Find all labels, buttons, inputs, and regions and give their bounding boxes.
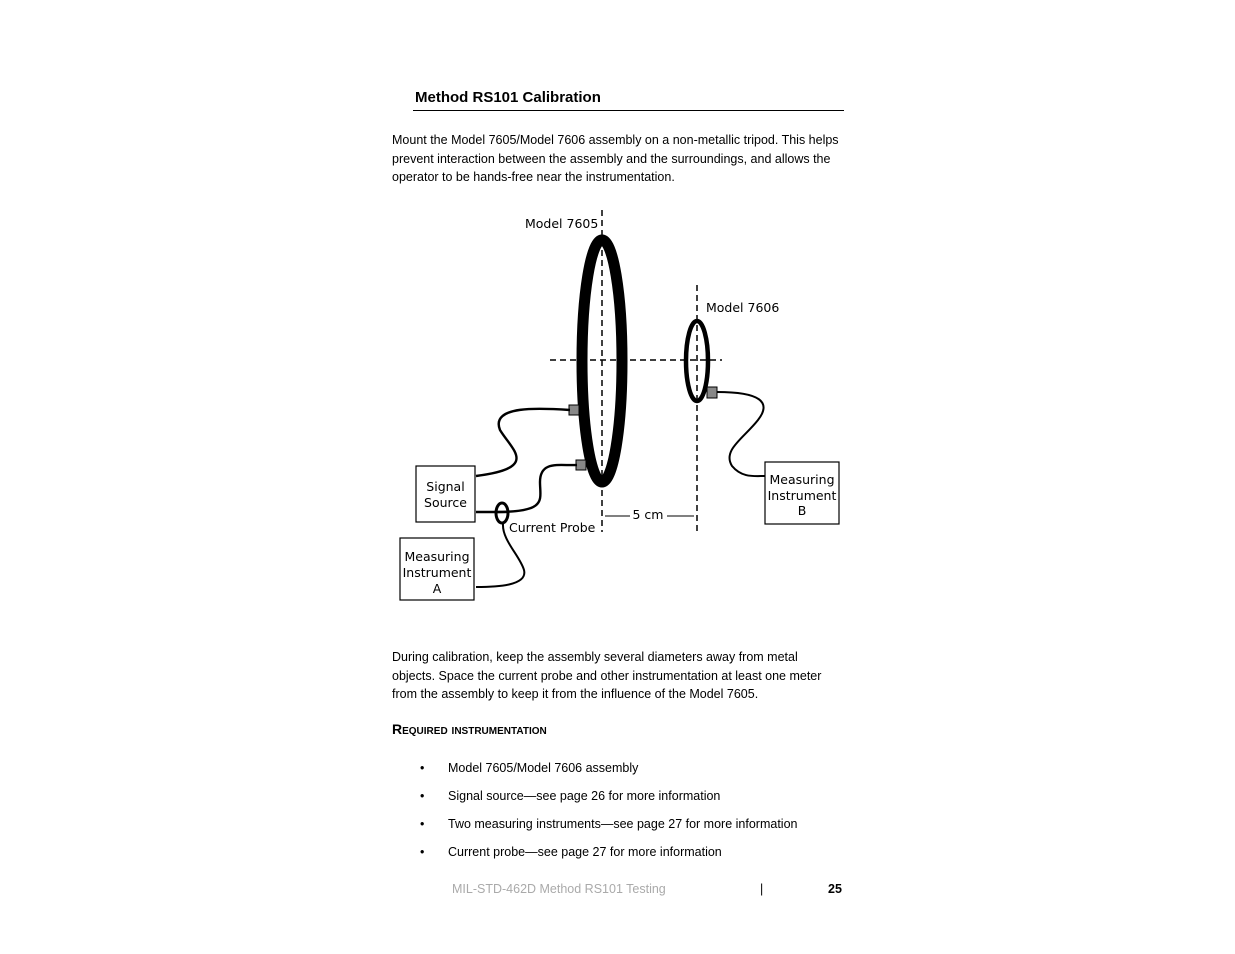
list-item-text: Signal source—see page 26 for more information (448, 789, 721, 803)
list-item-text: Two measuring instruments—see page 27 for more information (448, 817, 798, 831)
intro-line: operator to be hands-free near the instrumentation. (392, 170, 675, 184)
required-instrumentation-heading: Required instrumentation (392, 721, 547, 737)
footer-separator: | (760, 882, 764, 896)
footer-doc-title: MIL-STD-462D Method RS101 Testing (452, 882, 666, 896)
intro-line: Mount the Model 7605/Model 7606 assembly on a non-metallic tripod. This helps (392, 133, 839, 147)
label-distance: 5 cm (632, 507, 664, 522)
label-measuring-b-line3: B (797, 503, 807, 518)
label-model-7605: Model 7605 (525, 216, 599, 231)
label-measuring-a-line3: A (432, 581, 442, 596)
label-measuring-b-line2: Instrument (767, 488, 837, 503)
connector-7606 (707, 387, 717, 398)
connector-7605-upper (569, 405, 579, 415)
cable-probe-to-7605 (476, 465, 577, 512)
section-title: Method RS101 Calibration (415, 89, 601, 106)
connector-7605-lower (576, 460, 586, 470)
bullet-icon: • (420, 845, 425, 859)
paragraph-line: During calibration, keep the assembly several diameters away from metal (392, 650, 798, 664)
cable-7606-to-instrument-b (717, 392, 765, 476)
label-model-7606: Model 7606 (706, 300, 780, 315)
paragraph-line: from the assembly to keep it from the influence of the Model 7605. (392, 687, 759, 701)
calibration-paragraph (392, 648, 852, 704)
intro-line: prevent interaction between the assembly and the surroundings, and allows the (392, 151, 831, 166)
label-measuring-b-line1: Measuring (769, 472, 835, 487)
signal-source-box (416, 466, 475, 522)
bullet-icon: • (420, 761, 425, 775)
paragraph-line: objects. Space the current probe and other instrumentation at least one meter (392, 668, 822, 683)
list-item-text: Current probe—see page 27 for more information (448, 845, 722, 859)
page-number: 25 (828, 882, 842, 896)
label-measuring-a-line1: Measuring (404, 549, 470, 564)
label-measuring-a-line2: Instrument (402, 565, 472, 580)
list-item-text: Model 7605/Model 7606 assembly (448, 761, 639, 775)
bullet-icon: • (420, 817, 425, 831)
label-signal-source-line2: Source (424, 495, 467, 510)
label-signal-source-line1: Signal (426, 479, 465, 494)
bullet-icon: • (420, 789, 425, 803)
label-current-probe: Current Probe (509, 520, 596, 535)
